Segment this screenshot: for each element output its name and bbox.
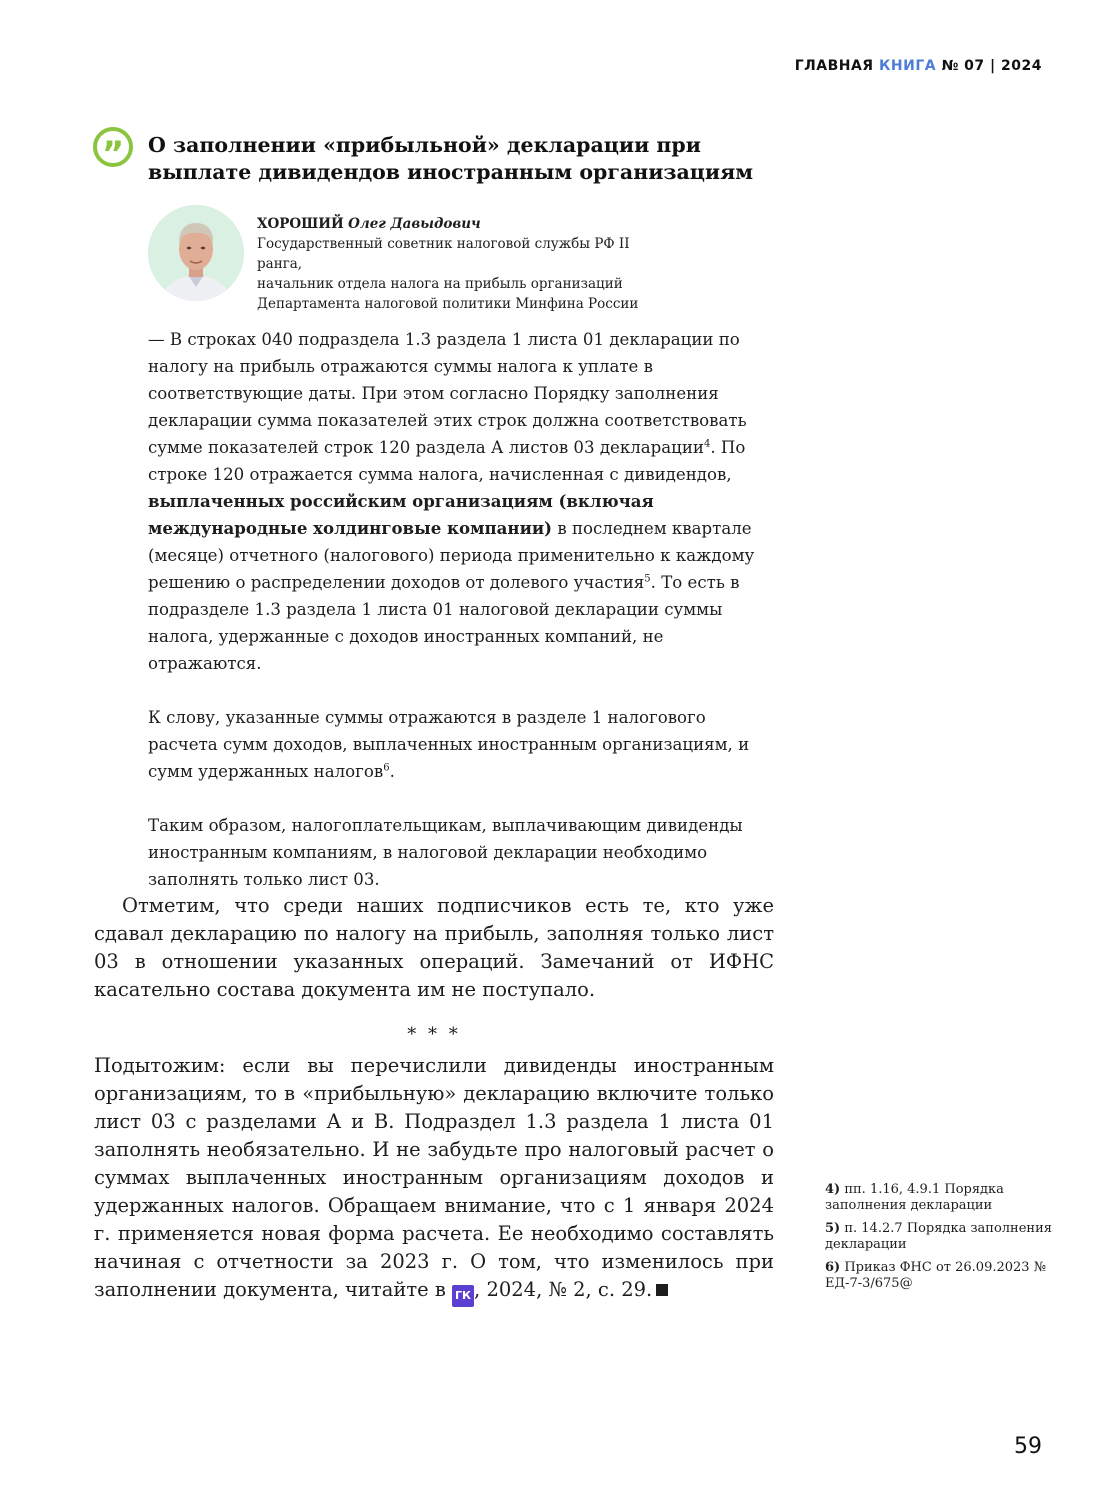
author-position-line: Государственный советник налоговой службы РФ II ранга, [257,236,630,272]
quote-text: — В строках 040 подраздела 1.3 раздела 1 листа 01 декларации по налогу на прибыль отражаются суммы налога к уплате в соответствующие даты. При этом согласно Порядку заполнения декларации сумма показателей этих строк должна соответствовать сумме показателей строк 120 раздела А листов 03 декларации [148,330,747,457]
body-text: Отметим, что среди наших подписчиков есть те, кто уже сдавал декларацию по налогу на прибыль, заполняя только лист 03 в отношении указанных операций. Замечаний от ИФНС касательно состава документа им не поступало. [94,894,774,1001]
quote-paragraph: Таким образом, налогоплательщикам, выплачивающим дивиденды иностранным компаниям, в налоговой декларации необходимо заполнять только лист 03. [148,816,743,889]
footnote-ref: 5 [644,573,651,585]
issue-number: № 07 | 2024 [941,58,1042,74]
footnote-text: пп. 1.16, 4.9.1 Порядка заполнения декларации [825,1182,1004,1213]
footnote-ref: 4 [703,438,711,450]
author-position-line: начальник отдела налога на прибыль организаций [257,276,623,292]
quote-text: . По строке 120 отражается сумма налога, начисленная с дивидендов, [148,438,746,484]
author-given-names: Олег Давыдович [348,216,481,232]
quote-icon: ” [93,127,133,167]
footnote-ref: 6 [383,762,390,774]
footnote-number: 6) [825,1260,841,1275]
conclusion-paragraph [94,1052,774,1307]
footnote-number: 5) [825,1221,841,1236]
author-portrait [148,205,244,301]
magazine-header [795,58,1042,74]
footnote-text: п. 14.2.7 Порядка заполнения декларации [825,1221,1052,1252]
footnote-item [825,1260,1055,1292]
quote-paragraph [148,704,773,785]
conclusion-reference: , 2024, № 2, с. 29. [474,1278,653,1301]
footnotes [825,1182,1055,1299]
author-surname: ХОРОШИЙ [257,216,344,232]
footnote-item [825,1221,1055,1253]
quote-text: . То есть в подразделе 1.3 раздела 1 листа 01 налоговой декларации суммы налога, удержанные с доходов иностранных компаний, не отражаются. [148,573,740,673]
article-title: О заполнении «прибыльной» декларации при выплате дивидендов иностранным организациям [148,133,754,184]
quote-text: . [389,762,395,781]
expert-quote [148,326,773,920]
conclusion-text: Подытожим: если вы перечислили дивиденды иностранным организациям, то в «прибыльную» декларацию включите только лист 03 с разделами А и В. Подраздел 1.3 раздела 1 листа 01 заполнять необязательно. И не забудьте про налоговый расчет о суммах выплаченных иностранным организациям доходов и удержанных налогов. Обращаем внимание, что с 1 января 2024 г. применяется новая форма расчета. Ее необходимо составлять начиная с отчетности за 2023 г. О том, что изменилось при заполнении документа, читайте в [94,1054,774,1301]
author-position-line: Департамента налоговой политики Минфина России [257,296,639,312]
brand-name-part2: КНИГА [878,58,937,74]
brand-name-part1: ГЛАВНАЯ [794,58,874,74]
footnote-text: Приказ ФНС от 26.09.2023 № ЕД-7-3/675@ [825,1260,1046,1291]
page-number: 59 [1014,1434,1042,1459]
author-avatar [148,205,244,301]
quote-text: в последнем квартале (месяце) отчетного (налогового) периода применительно к каждому решению о распределении доходов от долевого участия [148,519,755,592]
author-info [257,214,677,314]
quote-bold-text: выплаченных российским организациям (включая международные холдинговые компании) [148,491,654,538]
footnote-item [825,1182,1055,1214]
body-paragraph [94,892,774,1004]
gk-magazine-logo-icon[interactable]: ГК [452,1285,474,1307]
end-of-article-mark [656,1284,668,1296]
quote-text: К слову, указанные суммы отражаются в разделе 1 налогового расчета сумм доходов, выплаченных иностранным организациям, и сумм удержанных налогов [148,708,750,781]
body-text [94,1052,774,1307]
quote-paragraph [148,326,773,677]
section-separator: * * * [407,1024,461,1045]
footnote-number: 4) [825,1182,841,1197]
